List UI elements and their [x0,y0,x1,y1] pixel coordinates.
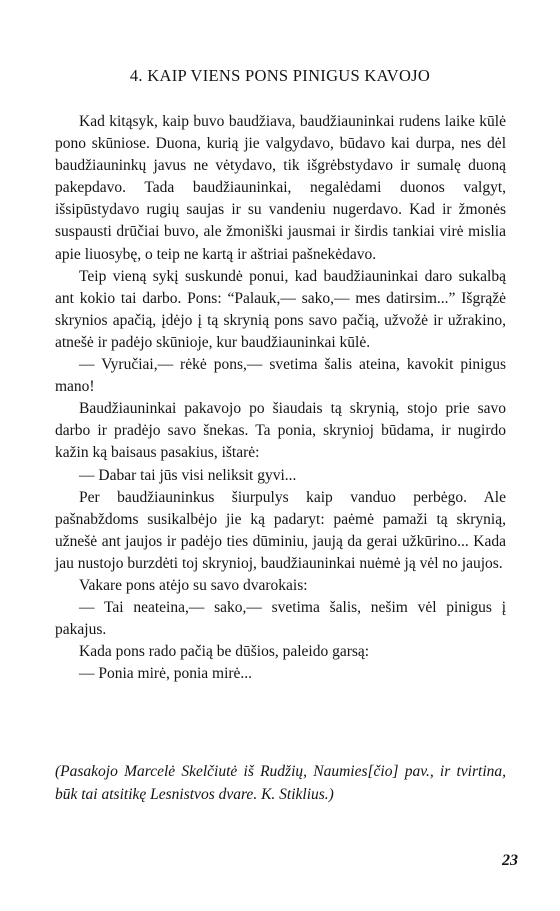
paragraph: Per baudžiauninkus šiurpulys kaip vanduo perbėgo. Ale pašnabždoms susikalbėjo jie ką padaryt: paėmė pamaži tą skrynią, užnešė ant jaujos ir padėjo ties dūminiu, jaują da gerai užkūrino... Kada jau nustojo burzdėti toj skrynioj, baudžiauninkai nuėmė ją vėl no jaujos. [55,488,506,572]
paragraph: — Tai neateina,— sako,— svetima šalis, nešim vėl pinigus į pakajus. [55,599,506,639]
source-note [55,761,506,806]
story-text [55,111,506,685]
paragraph: Baudžiauninkai pakavojo po šiaudais tą skrynią, stojo prie savo darbo ir pradėjo savo šnekas. Ta ponia, skrynioj būdama, ir nugirdo kažin ką baisaus pasakius, ištarė: [55,400,506,462]
paragraph: — Ponia mirė, ponia mirė... [79,665,253,683]
paragraph: — Dabar tai jūs visi neliksit gyvi... [79,466,297,484]
page-number: 23 [502,852,518,869]
paragraph: Teip vieną sykį suskundė ponui, kad baudžiauninkai daro sukalbą ant kokio tai darbo. Pons: “Palauk,— sako,— mes datirsim...” Išgrąžė skrynios apačią, įdėjo į tą skrynią pons savo pačią, užvožė ir užrakino, atnešė ir padėjo skūnioje, kur baudžiauninkai kūlė. [55,267,506,351]
paragraph: Kad kitąsyk, kaip buvo baudžiava, baudžiauninkai rudens laike kūlė pono skūniose. Duona, kurią jie valgydavo, būdavo kai durpa, nes dėl baudžiauninkų javus ne vėtydavo, tik išgrėbstydavo ir sumalę duoną pakepdavo. Tada baudžiauninkai, negalėdami duonos valgyt, išsipūstydavo rugių saujas ir su vandeniu nugerdavo. Kad ir žmonės suspausti drūčiai buvo, ale žmoniški jausmai ir širdis tankiai virė mislia apie liuosybę, o teip ne kartą ir aštriai pašnekėdavo. [55,113,506,263]
paragraph: Kada pons rado pačią be dūšios, paleido garsą: [79,643,370,661]
paragraph: Vakare pons atėjo su savo dvarokais: [79,576,308,594]
source-note-text: (Pasakojo Marcelė Skelčiutė iš Rudžių, Naumies[čio] pav., ir tvirtina, būk tai atsitikę Lesnistvos dvare. K. Stiklius.) [55,763,506,803]
paragraph: — Vyručiai,— rėkė pons,— svetima šalis ateina, kavokit pinigus mano! [55,356,506,396]
chapter-title: 4. KAIP VIENS PONS PINIGUS KAVOJO [129,66,431,85]
